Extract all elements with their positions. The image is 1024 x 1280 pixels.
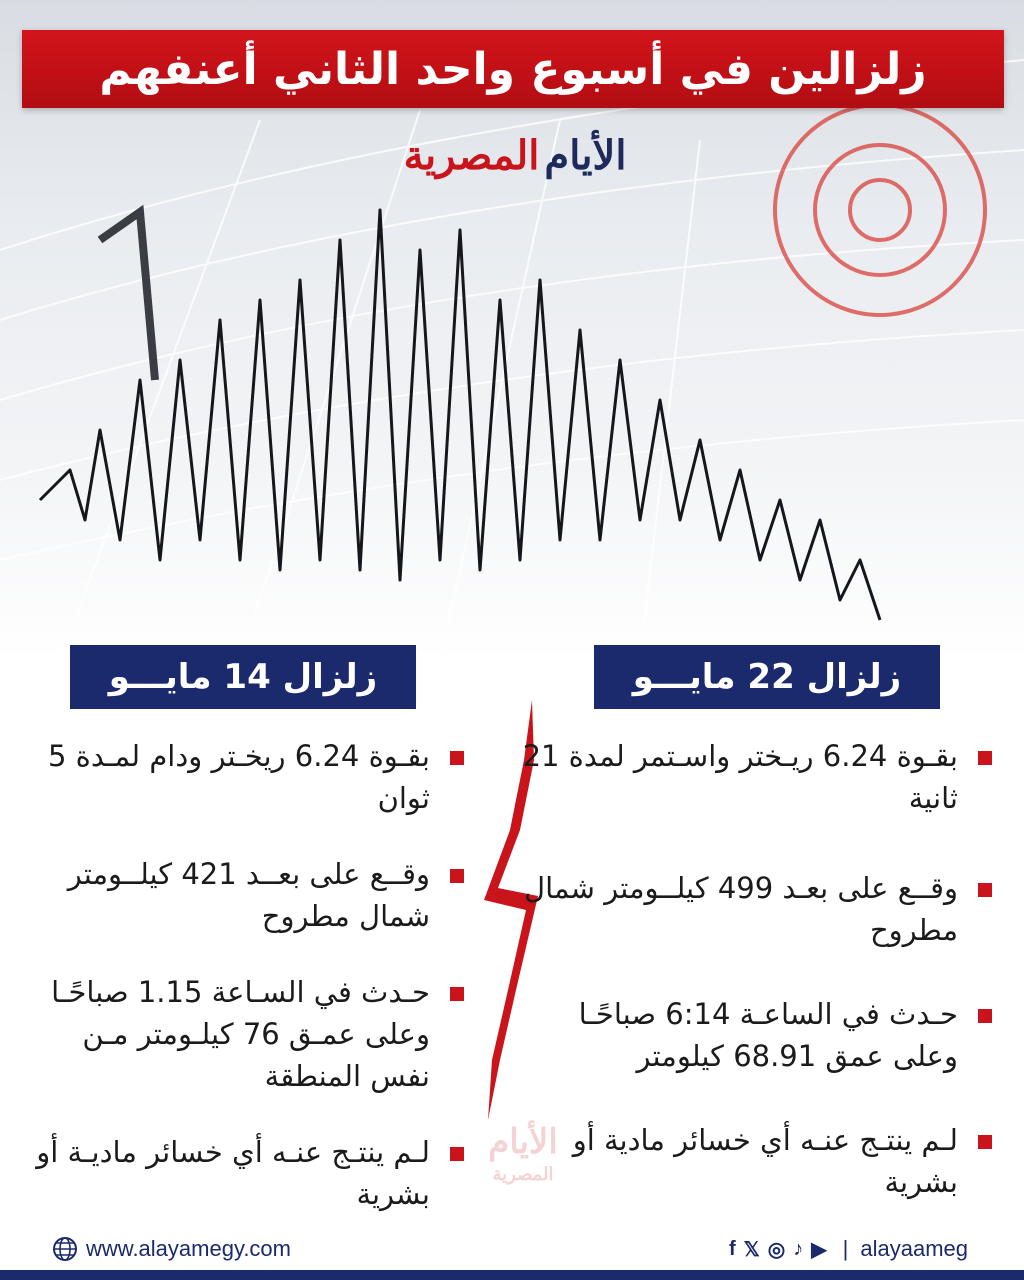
detail-text: حـدث في الساعـة 6:14 صباحًـا وعلى عمق 68.91 كيلومتر (578, 997, 958, 1073)
watermark-sub: المصرية (492, 1164, 554, 1185)
detail-text: لـم ينتـج عنـه أي خسائر ماديـة أو بشرية (36, 1135, 430, 1211)
social-handle[interactable]: alayaameg (860, 1236, 968, 1261)
bullet-square-icon (450, 751, 464, 765)
detail-text: لـم ينتـج عنـه أي خسائر مادية أو بشرية (572, 1123, 958, 1199)
detail-text: بقـوة 6.24 ريـختر واسـتمر لمدة 21 ثانية (522, 739, 958, 815)
bullet-square-icon (978, 1009, 992, 1023)
detail-text: بقـوة 6.24 ريخـتر ودام لمـدة 5 ثوان (47, 739, 430, 815)
logo-text-sub: المصرية (403, 132, 540, 179)
may-14-details (18, 735, 468, 1215)
list-item (520, 1119, 996, 1203)
website-url: www.alayamegy.com (86, 1236, 291, 1261)
title-banner (22, 30, 1004, 108)
separator: | (842, 1236, 849, 1261)
bullet-square-icon (978, 751, 992, 765)
brand-logo (360, 130, 670, 220)
detail-text: حـدث في السـاعة 1.15 صباحًـا وعلى عمـق 76 كيلـومتر مـن نفس المنطقة (51, 975, 430, 1093)
detail-text: وقــع على بعــد 421 كيلــومتر شمال مطروح (67, 857, 430, 933)
social-links (725, 1236, 968, 1262)
list-item (520, 867, 996, 951)
list-item (18, 971, 468, 1097)
bullet-square-icon (978, 1135, 992, 1149)
globe-icon (52, 1236, 78, 1262)
list-item (18, 1131, 468, 1215)
list-item (18, 853, 468, 937)
x-icon[interactable]: 𝕏 (743, 1238, 760, 1261)
tiktok-icon[interactable]: ♪ (793, 1237, 804, 1260)
bullet-square-icon (450, 1147, 464, 1161)
website-link[interactable] (52, 1236, 291, 1262)
youtube-icon[interactable]: ▶ (811, 1238, 827, 1261)
may-22-header: زلزال 22 مايـــو (594, 645, 940, 709)
list-item (520, 993, 996, 1077)
bullet-square-icon (978, 883, 992, 897)
list-item (520, 735, 996, 819)
watermark-main: الأيام (488, 1122, 558, 1162)
may-22-details (520, 735, 996, 1203)
footer-bar (0, 1270, 1024, 1280)
bullet-square-icon (450, 987, 464, 1001)
bullet-square-icon (450, 869, 464, 883)
page-title: زلزالين في أسبوع واحد الثاني أعنفهم (99, 43, 927, 95)
footer (0, 1222, 1024, 1280)
list-item (18, 735, 468, 819)
facebook-icon[interactable]: f (729, 1237, 736, 1260)
may-14-header: زلزال 14 مايـــو (70, 645, 416, 709)
detail-text: وقــع على بعـد 499 كيلــومتر شمال مطروح (524, 871, 958, 947)
logo-watermark (468, 1120, 578, 1210)
logo-text-main: الأيام (544, 132, 627, 179)
instagram-icon[interactable]: ◎ (767, 1238, 786, 1261)
